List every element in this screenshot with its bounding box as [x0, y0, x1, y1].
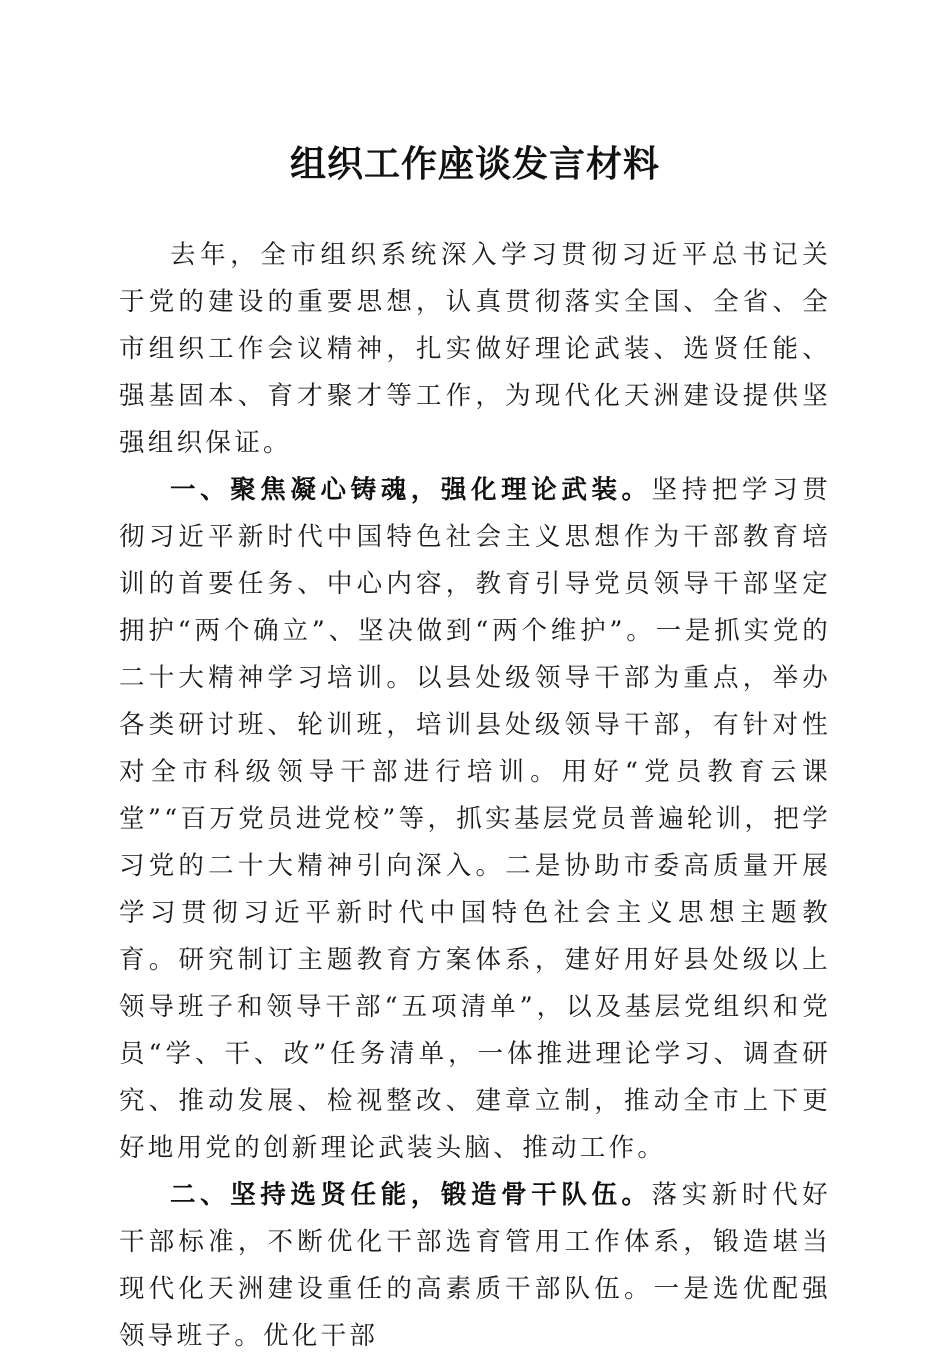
section-heading: 二、坚持选贤任能，锻造骨干队伍。 — [170, 1180, 652, 1210]
paragraph-text: 坚持把学习贯彻习近平新时代中国特色社会主义思想作为干部教育培训的首要任务、中心内容，教育引导党员领导干部坚定拥护“两个确立”、坚决做到“两个维护”。一是抓实党的二十大精神学习培训。以县处级领导干部为重点，举办各类研讨班、轮训班，培训县处级领导干部，有针对性对全市科级领导干部进行培训。用好“党员教育云课堂”“百万党员进党校”等，抓实基层党员普遍轮训，把学习党的二十大精神引向深入。二是协助市委高质量开展学习贯彻习近平新时代中国特色社会主义思想主题教育。研究制订主题教育方案体系，建好用好县处级以上领导班子和领导干部“五项清单”，以及基层党组织和党员“学、干、改”任务清单，一体推进理论学习、调查研究、推动发展、检视整改、建章立制，推动全市上下更好地用党的创新理论武装头脑、推动工作。 — [119, 475, 831, 1163]
paragraph-text: 落实新时代好干部标准，不断优化干部选育管用工作体系，锻造堪当现代化天洲建设重任的高素质干部队伍。一是选优配强领导班子。优化干部 — [119, 1180, 831, 1351]
paragraph-text: 去年，全市组织系统深入学习贯彻习近平总书记关于党的建设的重要思想，认真贯彻落实全国、全省、全市组织工作会议精神，扎实做好理论武装、选贤任能、强基固本、育才聚才等工作，为现代化天洲建设提供坚强组织保证。 — [119, 240, 831, 458]
paragraph-intro — [119, 232, 831, 467]
document-title: 组织工作座谈发言材料 — [289, 143, 660, 185]
section-heading: 一、聚焦凝心铸魂，强化理论武装。 — [170, 475, 652, 505]
paragraph-section-two — [119, 1172, 831, 1360]
paragraph-section-one — [119, 467, 831, 1172]
document-body — [119, 232, 831, 1360]
